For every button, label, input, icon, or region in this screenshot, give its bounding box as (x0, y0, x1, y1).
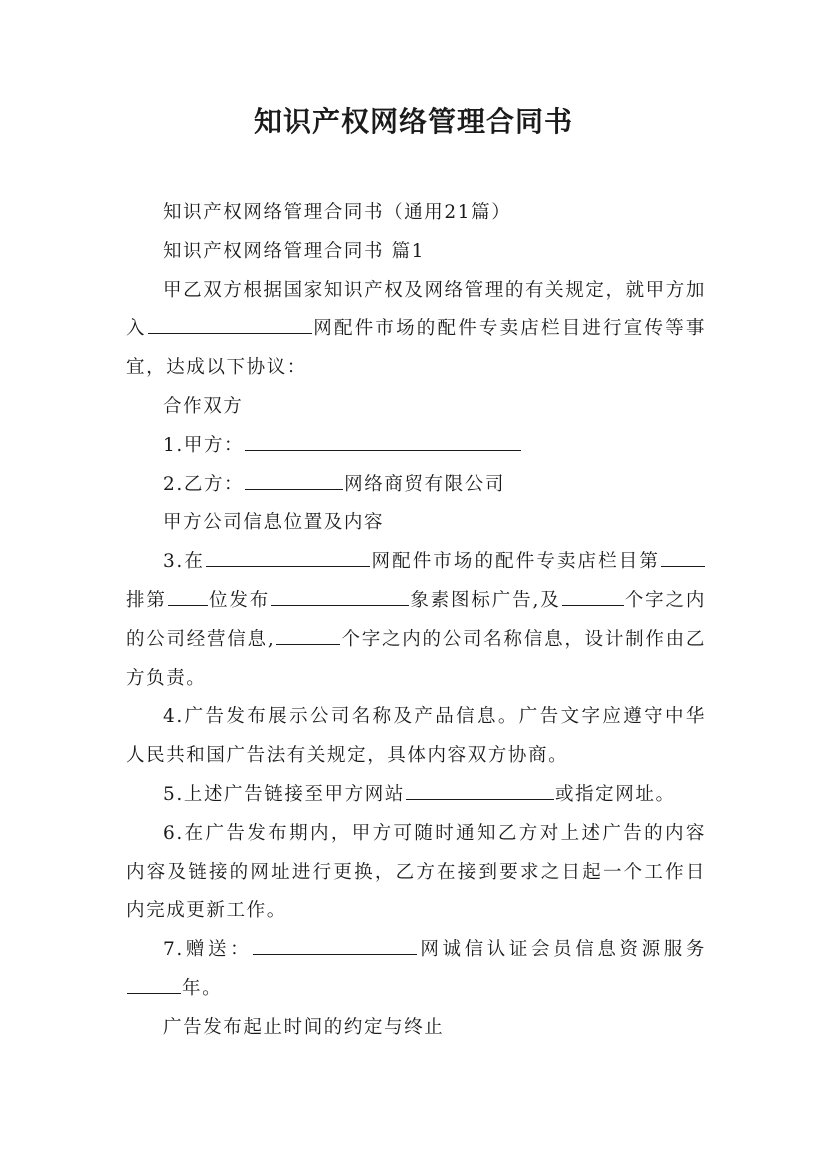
paragraph-clause-5 (126, 776, 706, 815)
clause-3-text: 象素图标广告,及 (410, 589, 561, 611)
blank-line (562, 586, 624, 606)
clause-3-text: 位发布 (208, 589, 271, 611)
blank-line (168, 586, 208, 606)
blank-line (276, 624, 340, 644)
party-b-label: 2.乙方： (163, 473, 245, 495)
clause-3-text: 3.在 (163, 551, 205, 573)
intro-text-b: 网配件市场的配件专卖店栏目进行宣传等事宜，达成以下协议： (126, 318, 706, 379)
clause-7-text: 年。 (182, 977, 223, 999)
document-body (126, 194, 706, 1048)
blank-line (245, 430, 521, 450)
clause-7-text: 7.赠送： (163, 939, 253, 961)
clause-5-text: 或指定网址。 (554, 783, 676, 805)
paragraph-section-heading: 知识产权网络管理合同书 篇1 (163, 240, 426, 262)
clause-3-text: 排第 (126, 589, 167, 611)
paragraph-info-heading: 甲方公司信息位置及内容 (163, 512, 385, 534)
clause-7-text: 网诚信认证会员信息资源服务 (418, 939, 706, 961)
clause-5-text: 5.上述广告链接至甲方网站 (163, 783, 405, 805)
paragraph-parties-heading: 合作双方 (163, 395, 244, 417)
paragraph-clause-6: 6.在广告发布期内，甲方可随时通知乙方对上述广告的内容内容及链接的网址进行更换，乙方在接到要求之日起一个工作日内完成更新工作。 (126, 822, 706, 922)
clause-3-text: 网配件市场的配件专卖店栏目第 (370, 551, 660, 573)
intro-text-a: 甲乙双方根据国家知识产权及网络管理的有关规定，就甲方加入 (126, 279, 706, 340)
document-title: 知识产权网络管理合同书 (253, 105, 573, 138)
paragraph-intro (126, 272, 706, 388)
blank-line (406, 780, 554, 800)
paragraph-clause-4: 4.广告发布展示公司名称及产品信息。广告文字应遵守中华人民共和国广告法有关规定，具体内容双方协商。 (126, 706, 706, 767)
paragraph-clause-7 (126, 931, 706, 1009)
paragraph-subtitle: 知识产权网络管理合同书（通用21篇） (163, 202, 512, 223)
paragraph-party-b (126, 466, 706, 505)
paragraph-party-a (126, 427, 706, 466)
blank-line (253, 935, 417, 955)
party-a-label: 1.甲方： (163, 434, 245, 456)
blank-line (661, 547, 705, 567)
clause-3-text: 个字之内的公司经营信息, (126, 589, 706, 650)
party-b-company: 网络商贸有限公司 (344, 473, 505, 495)
blank-line (148, 314, 312, 334)
paragraph-clause-3 (126, 543, 706, 698)
clause-3-text: 个字之内的公司名称信息，设计制作由乙方负责。 (126, 628, 706, 689)
blank-line (206, 547, 370, 567)
blank-line (127, 974, 181, 994)
blank-line (271, 586, 409, 606)
blank-line (245, 469, 343, 489)
paragraph-term-heading: 广告发布起止时间的约定与终止 (163, 1016, 445, 1038)
